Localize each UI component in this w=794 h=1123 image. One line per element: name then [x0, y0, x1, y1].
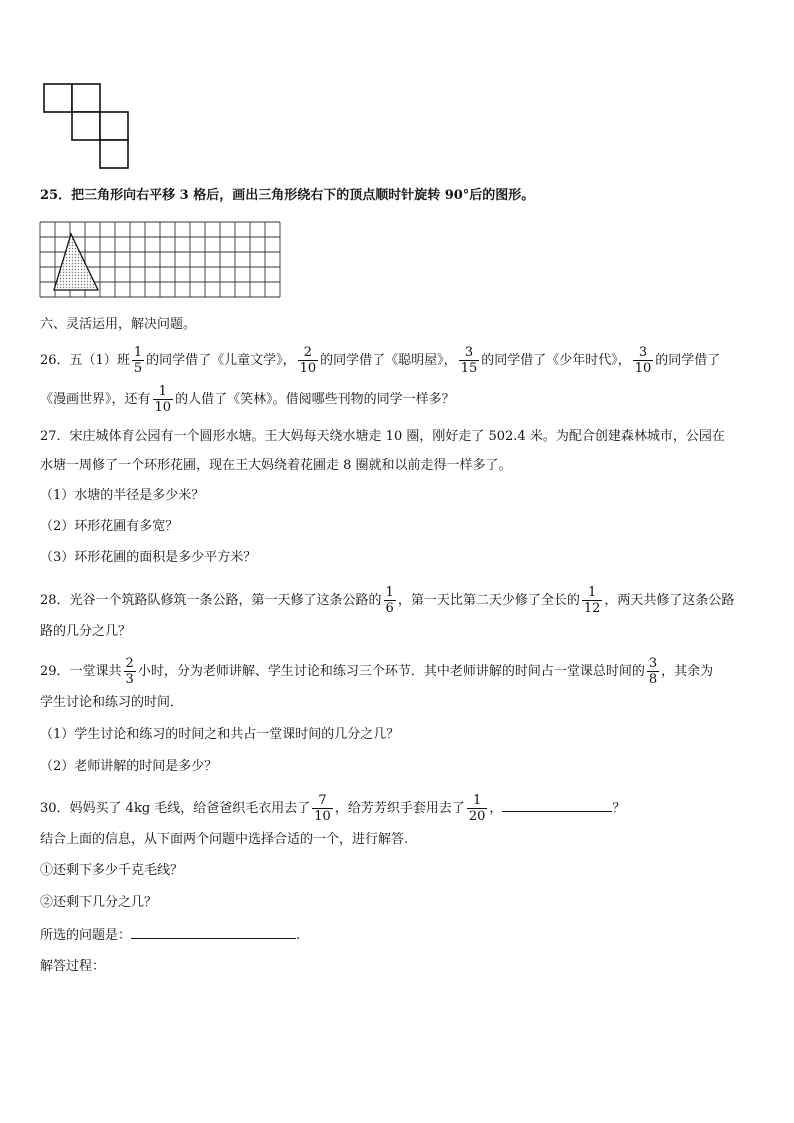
q26-part4: 的同学借了《少年时代》， [481, 353, 631, 368]
fraction: $\frac{1}{12}$ [583, 585, 601, 616]
q27-sub2: （2）环形花圃有多宽？ [40, 519, 179, 534]
fraction: $\frac{1}{5}$ [133, 345, 143, 376]
q26-part1: 26．五（1）班 [40, 353, 130, 368]
fraction: $\frac{3}{10}$ [634, 345, 652, 376]
q30-line1 [40, 793, 625, 824]
fraction: $\frac{2}{3}$ [125, 656, 134, 687]
fraction: $\frac{1}{10}$ [154, 384, 172, 415]
solution-process-label: 解答过程： [40, 959, 106, 974]
q29-sub1: （1）学生讨论和练习的时间之和共占一堂课时间的几分之几？ [40, 727, 400, 742]
net-square [100, 112, 128, 140]
fraction: $\frac{1}{20}$ [468, 793, 486, 824]
q27-sub3: （3）环形花圃的面积是多少平方米？ [40, 550, 257, 565]
fraction: $\frac{2}{10}$ [299, 345, 317, 376]
q26-part3: 的同学借了《聪明屋》， [320, 353, 457, 368]
fraction: $\frac{3}{8}$ [648, 656, 658, 687]
q27-line1: 27．宋庄城体育公园有一个圆形水塘。王大妈每天绕水塘走 10 圈，刚好走了 502.4 米。为配合创建森林城市，公园在 [40, 429, 725, 444]
net-square [72, 112, 100, 140]
q27-sub1: （1）水塘的半径是多少米？ [40, 488, 205, 503]
q26-line1 [40, 345, 720, 376]
q30-option1: ①还剩下多少千克毛线？ [40, 863, 184, 878]
q26-line2b: 的人借了《笑林》。借阅哪些刊物的同学一样多？ [175, 392, 455, 407]
fraction: $\frac{3}{15}$ [460, 345, 478, 376]
q28-part1: 28．光谷一个筑路队修筑一条公路，第一天修了这条公路的 [40, 593, 382, 608]
q30-part1: 30．妈妈买了 4kg 毛线，给爸爸织毛衣用去了 [40, 801, 311, 816]
cube-net-figure [40, 80, 160, 180]
q29-part2: 小时，分为老师讲解、学生讨论和练习三个环节．其中老师讲解的时间占一堂课总时间的 [137, 664, 645, 679]
chosen-question-blank[interactable] [131, 938, 296, 939]
fraction: $\frac{7}{10}$ [314, 793, 331, 824]
grid-figure [38, 220, 288, 320]
fraction: $\frac{1}{6}$ [385, 585, 394, 616]
q26-line2a: 《漫画世界》，还有 [40, 392, 151, 407]
chosen-question-label: 所选的问题是： [40, 928, 132, 943]
q29-part1: 29．一堂课共 [40, 664, 122, 679]
chosen-question-line [40, 926, 300, 946]
q30-option2: ②还剩下几分之几？ [40, 895, 158, 910]
q28-line2: 路的几分之几？ [40, 624, 132, 639]
q28-part2: ，第一天比第二天少修了全长的 [397, 593, 580, 608]
q29-line2: 学生讨论和练习的时间． [40, 695, 184, 710]
q28-line1 [40, 585, 734, 616]
shaded-triangle [54, 234, 98, 290]
q26-part5: 的同学借了 [655, 353, 721, 368]
net-square [100, 140, 128, 168]
q30-part3: ， [489, 801, 503, 816]
q26-line2 [40, 384, 455, 415]
net-square [44, 84, 72, 112]
q28-part3: ，两天共修了这条公路 [604, 593, 735, 608]
section6-heading: 六、灵活运用，解决问题。 [40, 317, 197, 332]
q26-part2: 的同学借了《儿童文学》， [146, 353, 296, 368]
q27-line2: 水塘一周修了一个环形花圃，现在王大妈绕着花圃走 8 圈就和以前走得一样多了。 [40, 458, 512, 473]
q29-line1 [40, 656, 713, 687]
q25-text: 25．把三角形向右平移 3 格后，画出三角形绕右下的顶点顺时针旋转 90°后的图形。 [40, 188, 535, 203]
chosen-question-end: . [296, 928, 301, 943]
q29-sub2: （2）老师讲解的时间是多少？ [40, 759, 218, 774]
answer-blank[interactable] [502, 811, 612, 812]
q29-part3: ，其余为 [661, 664, 714, 679]
net-square [72, 84, 100, 112]
q30-line2: 结合上面的信息，从下面两个问题中选择合适的一个，进行解答. [40, 832, 409, 847]
q30-part4: ？ [612, 801, 626, 816]
q30-part2: ，给芳芳织手套用去了 [334, 801, 465, 816]
